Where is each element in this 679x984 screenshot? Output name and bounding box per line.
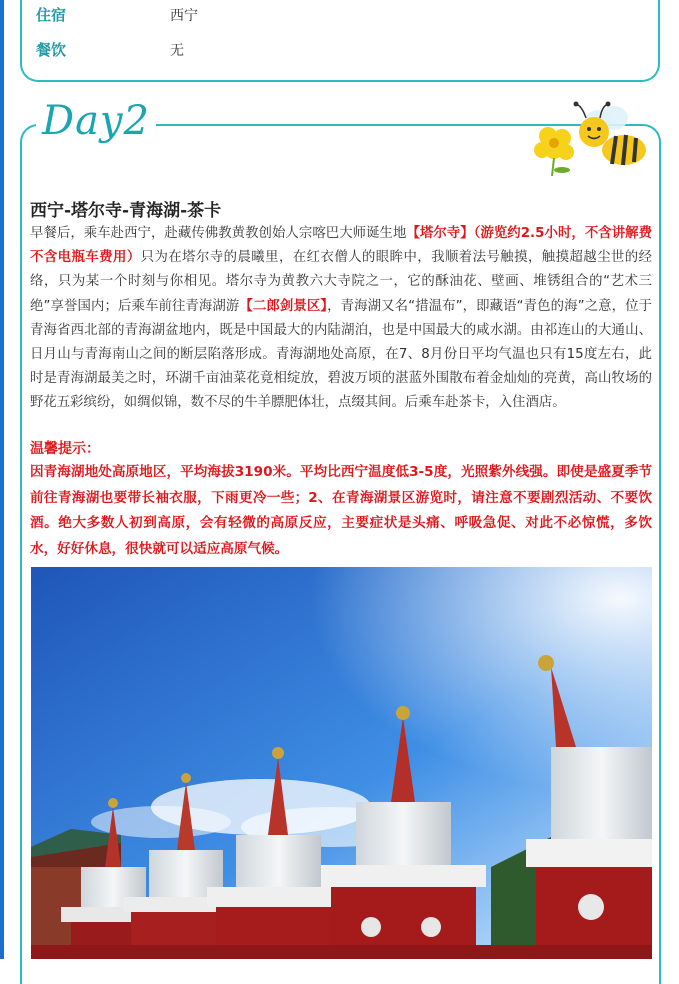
day1-info-card — [20, 0, 660, 82]
qinghai-lake-text: ，青海湖又名“措温布”，即藏语“青色的海”之意，位于青海省西北部的青海湖盆地内，既是中国最大的内陆湖泊，也是中国最大的咸水湖。由祁连山的大通山、日月山与青海南山之间的断层陷落形成。青海湖地处高原，在7、8月份日平均气温也只有15度左右，此时是青海湖最美之时，环湖千亩油菜花竟相绽放，碧波万顷的湛蓝外围散布着金灿灿的亮黄，高山牧场的野花五彩缤纷，如绸似锦，数不尽的牛羊膘肥体壮，点缀其间。后乘车赴茶卡，入住酒店。 — [30, 298, 653, 411]
meal-label: 餐饮 — [36, 41, 67, 59]
meal-row — [36, 39, 184, 60]
day-title-line — [150, 124, 530, 126]
kumbum-stupas-photo — [31, 567, 652, 959]
stay-row — [36, 4, 198, 25]
route-title: 西宁-塔尔寺-青海湖-茶卡 — [30, 201, 222, 221]
stay-label: 住宿 — [36, 6, 67, 24]
kumbum-highlight: 【塔尔寺】（游览约2.5小时，不含讲解费不含电瓶车费用） — [30, 226, 653, 266]
tips-text: 因青海湖地处高原地区，平均海拔3190米。平均比西宁温度低3-5度，光照紫外线强。即使是盛夏季节前往青海湖也要带长袖衣服，下雨更冷一些；2、在青海湖景区游览时，请注意不要剧烈活动、不要饮酒。绝大多数人初到高原，会有轻微的高原反应，主要症状是头痛、呼吸急促、对此不必惊慌，多饮水，好好休息，很快就可以适应高原气候。 — [30, 464, 652, 557]
meal-value: 无 — [170, 43, 184, 59]
stay-value: 西宁 — [170, 8, 198, 24]
bee-flower-mascot-icon — [528, 96, 648, 182]
itinerary-description — [30, 222, 652, 416]
day-title: Day2 — [36, 98, 156, 144]
stupa-scene-image — [31, 567, 652, 959]
kumbum-text: 只为在塔尔寺的晨曦里，在红衣僧人的眼眸中，我顺着法号触摸，触摸超越尘世的经络，只为某一个时刻与你相见。塔尔寺为黄教六大寺院之一，它的酥油花、壁画、堆锈组合的“艺术三绝”享誉国内；后乘车前往青海湖游 — [30, 250, 652, 314]
tips-title: 温馨提示： — [30, 441, 100, 457]
erlangjian-highlight: 【二郎剑景区】 — [239, 298, 328, 314]
intro-text: 早餐后，乘车赴西宁，赴藏传佛教黄教创始人宗喀巴大师诞生地 — [30, 226, 407, 241]
left-edge-strip — [0, 0, 4, 959]
